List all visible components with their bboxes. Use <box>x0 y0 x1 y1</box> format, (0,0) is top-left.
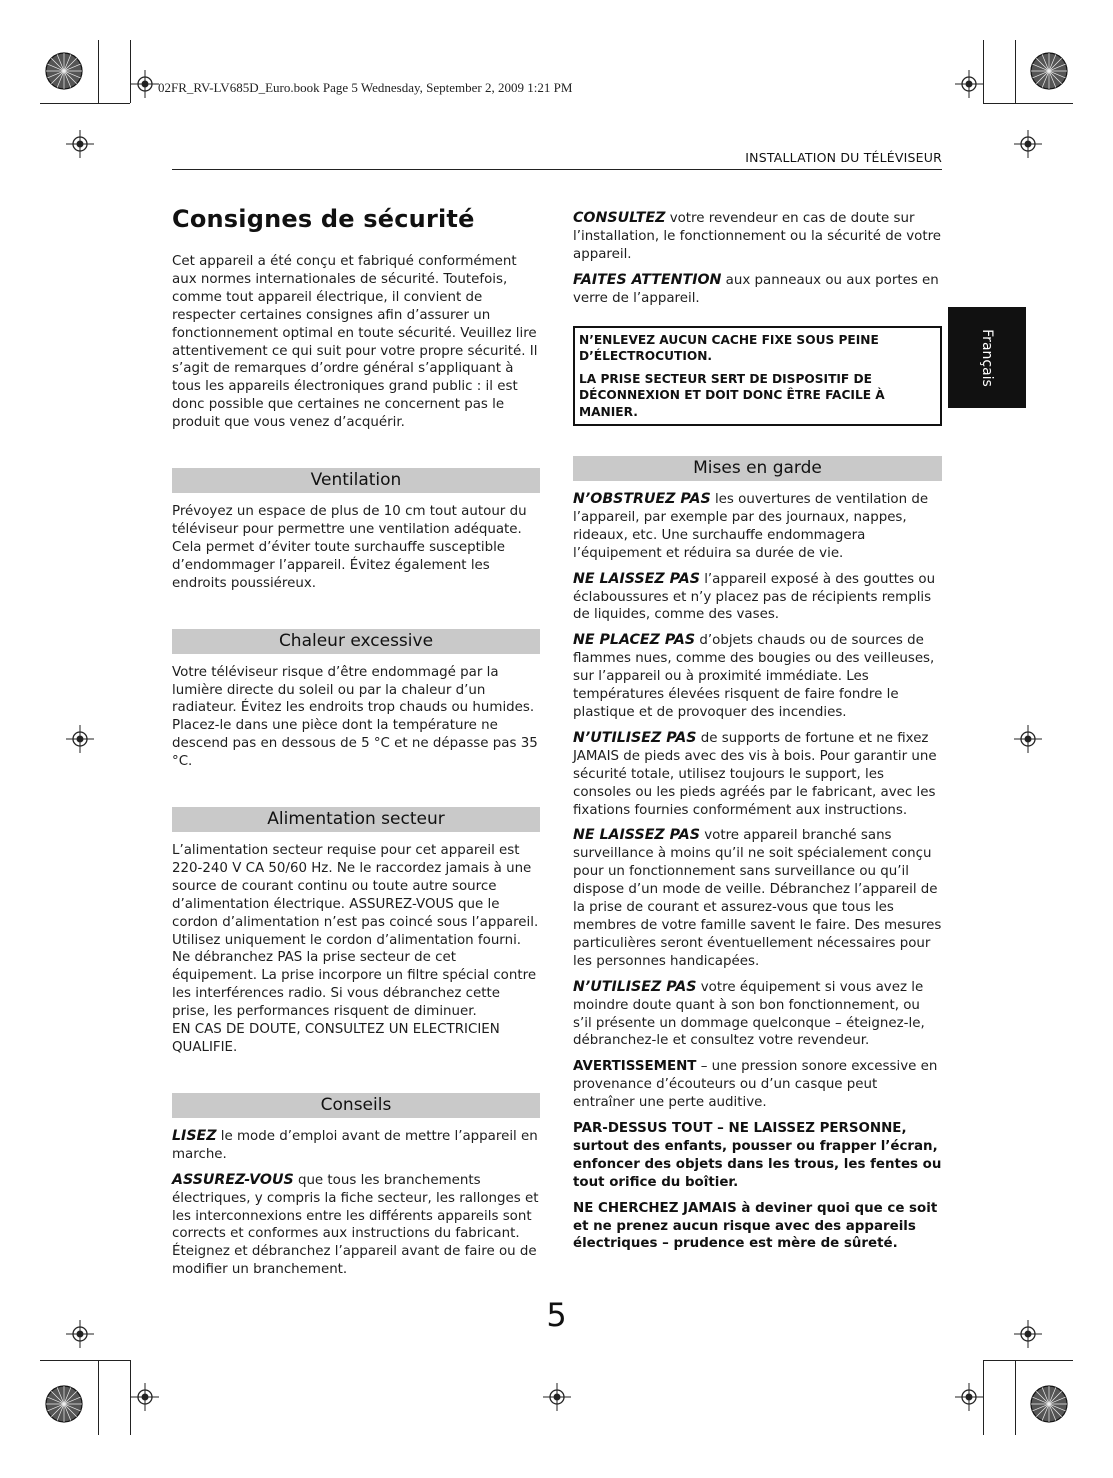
registration-cross-icon <box>1014 130 1042 158</box>
warning-box <box>573 326 942 427</box>
bold-warning: PAR-DESSUS TOUT – NE LAISSEZ PERSONNE, surtout des enfants, pousser ou frapper l’écran, enfoncer des objets dans les trous, les fentes ou tout orifice du boîtier. <box>573 1121 942 1190</box>
file-header: 02FR_RV-LV685D_Euro.book Page 5 Wednesday, September 2, 2009 1:21 PM <box>158 80 573 95</box>
crop-mark <box>983 1360 1073 1361</box>
advice-keyword: LISEZ <box>172 1127 217 1144</box>
page-title: Consignes de sécurité <box>172 205 475 233</box>
left-column <box>172 205 540 1279</box>
crop-mark <box>40 1360 130 1361</box>
caution-item-text: de supports de fortune et ne fixez JAMAIS de pieds avec des vis à bois. Pour garantir une sécurité totale, utilisez toujours le support, les consoles ou les pieds agréés par le fabricant, avec les fixations fournies conformément aux instructions. <box>573 730 937 818</box>
crop-mark <box>983 103 1073 104</box>
registration-cross-icon <box>131 70 159 98</box>
advice-item-text: aux panneaux ou aux portes en verre de l’appareil. <box>573 272 939 306</box>
power-heading: Alimentation secteur <box>172 807 540 832</box>
caution-item <box>573 827 942 970</box>
registration-rosette-icon <box>1030 52 1068 90</box>
advice-keyword: ASSUREZ-VOUS <box>172 1171 294 1188</box>
advice-item <box>172 1172 540 1279</box>
crop-mark <box>1015 40 1016 103</box>
heat-text: Votre téléviseur risque d’être endommagé par la lumière directe du soleil ou par la chaleur d’un radiateur. Évitez les endroits trop chauds ou humides. Placez-le dans une pièce dont la température ne descend pas en dessous de 5 °C et ne dépasse pas 35 °C. <box>172 664 538 770</box>
caution-item <box>573 491 942 563</box>
header-divider <box>172 169 942 170</box>
language-tab <box>948 307 1026 408</box>
page-number: 5 <box>546 1296 567 1334</box>
language-tab-label: Français <box>979 328 995 387</box>
right-column <box>573 210 942 1253</box>
ventilation-text: Prévoyez un espace de plus de 10 cm tout autour du téléviseur pour permettre une ventilation adéquate. Cela permet d’éviter toute surchauffe susceptible d’endommager l’appareil. Évitez également les endroits poussiéreux. <box>172 504 527 591</box>
cautions-heading: Mises en garde <box>573 456 942 481</box>
advice-heading: Conseils <box>172 1093 540 1118</box>
caution-item-text: votre appareil branché sans surveillance à moins qu’il ne soit spécialement conçu pour un fonctionnement sans surveillance ou qu’il dispose d’un mode de veille. Débranchez l’appareil de la prise de courant et assurez-vous que tous les membres de votre famille savent le faire. Des mesures particulières seront éventuellement nécessaires pour les personnes handicapées. <box>573 828 942 969</box>
intro-paragraph: Cet appareil a été conçu et fabriqué conformément aux normes internationales de sécurité. Toutefois, comme tout appareil électrique, il convient de respecter certaines consignes afin d’assurer un fonctionnement optimal en toute sécurité. Veuillez lire attentivement ce qui suit pour votre propre sécurité. Il s’agit de remarques d’ordre général s’appliquant à tous les appareils électroniques grand public : il est donc possible que certaines ne concernent pas le produit que vous venez d’acquérir. <box>172 254 538 431</box>
advice-item <box>573 210 942 264</box>
registration-rosette-icon <box>45 52 83 90</box>
caution-keyword: N’UTILISEZ PAS <box>573 978 697 995</box>
registration-cross-icon <box>131 1383 159 1411</box>
caution-item <box>573 632 942 722</box>
ventilation-heading: Ventilation <box>172 468 540 493</box>
power-caps-text: EN CAS DE DOUTE, CONSULTEZ UN ELECTRICIEN QUALIFIE. <box>172 1022 500 1055</box>
advice-item-text: le mode d’emploi avant de mettre l’appareil en marche. <box>172 1128 538 1162</box>
caution-item <box>573 730 942 820</box>
power-text: L’alimentation secteur requise pour cet appareil est 220-240 V CA 50/60 Hz. Ne le raccordez jamais à une source de courant continu ou toute autre source d’alimentation électrique. ASSUREZ-VOUS que le cordon d’alimentation n’est pas coincé sous l’appareil. Utilisez uniquement le cordon d’alimentation fourni. Ne débranchez PAS la prise secteur de cet équipement. La prise incorpore un filtre spécial contre les interférences radio. Si vous débranchez cette prise, les performances risquent de diminuer. <box>172 843 539 1020</box>
heat-heading: Chaleur excessive <box>172 629 540 654</box>
caution-item-text: les ouvertures de ventilation de l’appareil, par exemple par des journaux, nappes, rideaux, etc. Une surchauffe endommagera l’équipement et réduira sa durée de vie. <box>573 492 929 561</box>
caution-keyword: NE PLACEZ PAS <box>573 632 696 649</box>
registration-cross-icon <box>955 70 983 98</box>
caution-item-text: votre équipement si vous avez le moindre doute quant à son bon fonctionnement, ou s’il présente un dommage quelconque – éteignez-le, débranchez-le et consultez votre revendeur. <box>573 979 925 1049</box>
registration-rosette-icon <box>1030 1385 1068 1423</box>
registration-cross-icon <box>1014 725 1042 753</box>
hearing-warning <box>573 1058 942 1112</box>
advice-keyword: CONSULTEZ <box>573 210 666 226</box>
registration-cross-icon <box>66 725 94 753</box>
section-header: INSTALLATION DU TÉLÉVISEUR <box>745 150 942 165</box>
crop-mark <box>983 40 984 103</box>
registration-cross-icon <box>955 1383 983 1411</box>
crop-mark <box>98 40 99 103</box>
caution-keyword: NE LAISSEZ PAS <box>573 827 700 844</box>
advice-item <box>573 272 942 308</box>
registration-cross-icon <box>543 1383 571 1411</box>
registration-rosette-icon <box>45 1385 83 1423</box>
advice-item <box>172 1128 540 1164</box>
caution-item-text: d’objets chauds ou de sources de flammes nues, comme des bougies ou des veilleuses, sur l’appareil ou à proximité immédiate. Les températures élevées risquent de faire fondre le plastique et de provoquer des incendies. <box>573 633 935 720</box>
crop-mark <box>1015 1360 1016 1435</box>
caution-item <box>573 571 942 625</box>
crop-mark <box>983 1360 984 1435</box>
caution-keyword: N’UTILISEZ PAS <box>573 729 697 746</box>
advice-item-text: que tous les branchements électriques, y compris la fiche secteur, les rallonges et les interconnexions entre les différents appareils sont corrects et conformes aux instructions du fabricant. Éteignez et débranchez l’appareil avant de faire ou de modifier un branchement. <box>172 1172 539 1278</box>
advice-keyword: FAITES ATTENTION <box>573 271 722 288</box>
hearing-warning-text: – une pression sonore excessive en provenance d’écouteurs ou d’un casque peut entraîner une perte auditive. <box>573 1059 938 1111</box>
crop-mark <box>98 103 130 104</box>
warning-line: LA PRISE SECTEUR SERT DE DISPOSITIF DE DÉCONNEXION ET DOIT DONC ÊTRE FACILE À MANIER. <box>579 371 885 419</box>
caution-keyword: NE LAISSEZ PAS <box>573 570 700 587</box>
warning-line: N’ENLEVEZ AUCUN CACHE FIXE SOUS PEINE D’ÉLECTROCUTION. <box>579 332 879 364</box>
bold-warning: NE CHERCHEZ JAMAIS à deviner quoi que ce soit et ne prenez aucun risque avec des appareils électriques – prudence est mère de sûreté. <box>573 1200 938 1252</box>
crop-mark <box>98 1360 99 1435</box>
caution-item-text: l’appareil exposé à des gouttes ou éclaboussures et n’y placez pas de récipients remplis de liquides, comme des vases. <box>573 571 936 623</box>
caution-item <box>573 979 942 1051</box>
crop-mark <box>40 103 98 104</box>
advice-item-text: votre revendeur en cas de doute sur l’installation, le fonctionnement ou la sécurité de votre appareil. <box>573 211 942 262</box>
hearing-warning-keyword: AVERTISSEMENT <box>573 1059 697 1075</box>
registration-cross-icon <box>66 130 94 158</box>
caution-keyword: N’OBSTRUEZ PAS <box>573 491 711 508</box>
